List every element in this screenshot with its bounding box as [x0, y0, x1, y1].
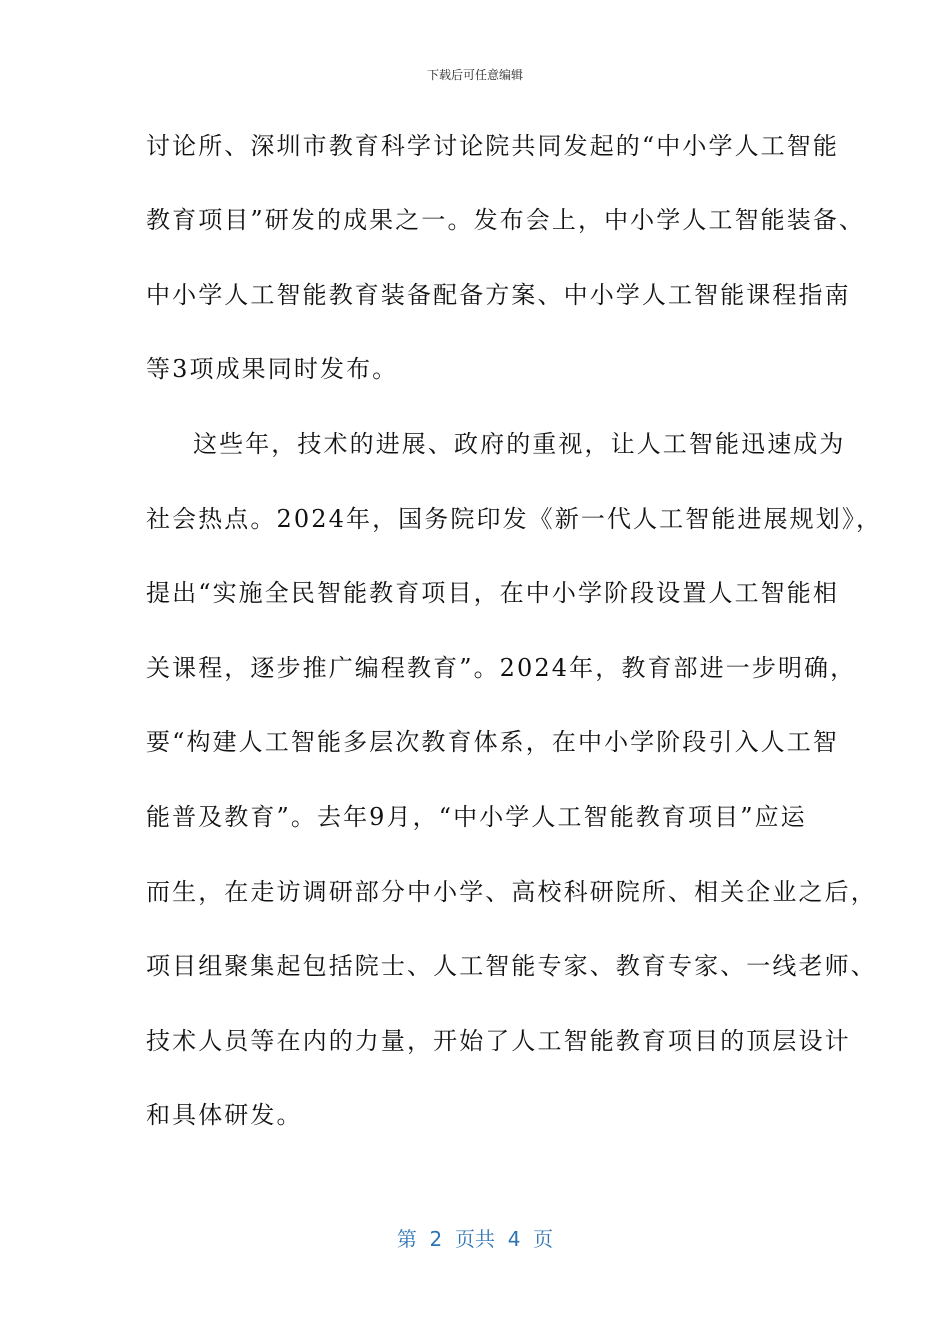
paragraph-first-line: 这些年，技术的进展、政府的重视，让人工智能迅速成为	[193, 430, 846, 458]
body-line: 能普及教育”。去年9月，“中小学人工智能教育项目”应运	[146, 803, 807, 831]
body-line: 关课程，逐步推广编程教育”。2024年，教育部进一步明确，	[146, 654, 857, 682]
body-line: 教育项目”研发的成果之一。发布会上，中小学人工智能装备、	[146, 206, 866, 234]
body-line: 等3项成果同时发布。	[146, 355, 399, 383]
body-line: 项目组聚集起包括院士、人工智能专家、教育专家、一线老师、	[146, 952, 877, 980]
body-line: 和具体研发。	[146, 1101, 303, 1129]
page-number-footer: 第 2 页共 4 页	[396, 1227, 554, 1251]
body-line: 要“构建人工智能多层次教育体系，在中小学阶段引入人工智	[146, 728, 839, 756]
body-line: 社会热点。2024年，国务院印发《新一代人工智能进展规划》，	[146, 505, 883, 533]
body-line: 讨论所、深圳市教育科学讨论院共同发起的“中小学人工智能	[146, 132, 839, 160]
body-line: 技术人员等在内的力量，开始了人工智能教育项目的顶层设计	[146, 1027, 851, 1055]
body-line: 中小学人工智能教育装备配备方案、中小学人工智能课程指南	[146, 281, 851, 309]
body-line: 而生，在走访调研部分中小学、高校科研院所、相关企业之后，	[146, 878, 877, 906]
body-line: 提出“实施全民智能教育项目，在中小学阶段设置人工智能相	[146, 579, 839, 607]
page-header: 下载后可任意编辑	[426, 68, 523, 82]
